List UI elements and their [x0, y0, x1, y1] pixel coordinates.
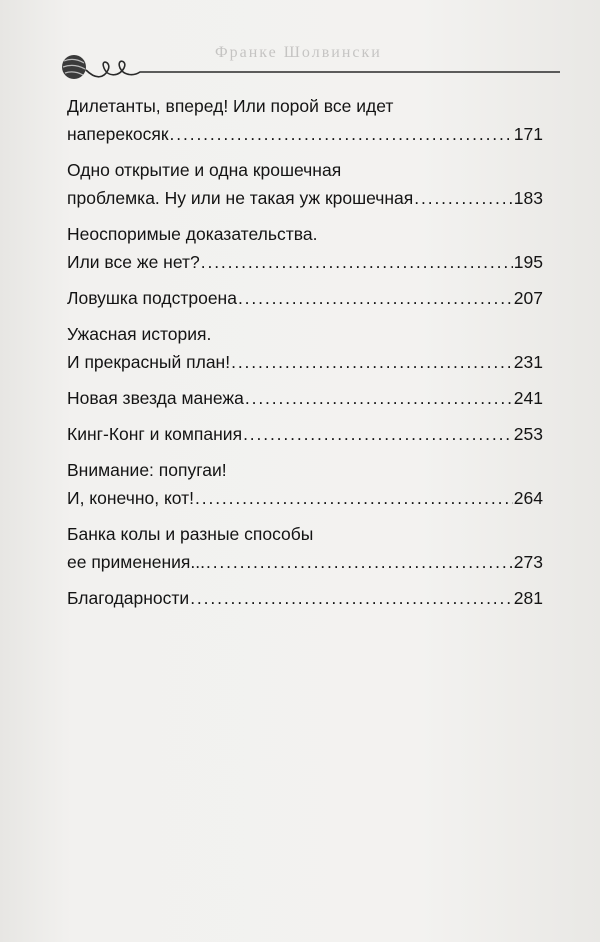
- dot-leader: [201, 248, 513, 276]
- toc-entry-line: [67, 156, 543, 184]
- toc-entry-title: Благодарности: [67, 588, 190, 608]
- toc-entry: [67, 420, 543, 448]
- toc-entry-title: И прекрасный план!: [67, 352, 231, 372]
- dot-leader: [238, 284, 513, 312]
- toc-page-number: 183: [513, 188, 543, 208]
- toc-entry-title: Новая звезда манежа: [67, 388, 244, 408]
- dot-leader: [245, 384, 513, 412]
- toc-page-number: 195: [513, 252, 543, 272]
- dot-leader: [414, 184, 513, 212]
- toc-entry-title: Банка колы и разные способы: [67, 524, 314, 544]
- toc-entry: [67, 92, 543, 148]
- toc-page-number: 253: [513, 424, 543, 444]
- dot-leader: [170, 120, 513, 148]
- toc-entry-line: [67, 548, 543, 576]
- dot-leader: [195, 484, 513, 512]
- toc-entry-line: [67, 384, 543, 412]
- toc-page-number: 281: [513, 588, 543, 608]
- page-header: [0, 30, 600, 90]
- toc-entry-title: И, конечно, кот!: [67, 488, 195, 508]
- dot-leader: [231, 348, 513, 376]
- toc-entry: [67, 384, 543, 412]
- toc-entry-title: ее применения...: [67, 552, 205, 572]
- running-title: Франке Шолвински: [215, 44, 382, 61]
- toc-page-number: 231: [513, 352, 543, 372]
- toc-page-number: 273: [513, 552, 543, 572]
- toc-entry-line: [67, 248, 543, 276]
- toc-page-number: 207: [513, 288, 543, 308]
- toc-entry-title: проблемка. Ну или не такая уж крошечная: [67, 188, 414, 208]
- toc-entry-line: [67, 484, 543, 512]
- toc-page-number: 241: [513, 388, 543, 408]
- toc-entry-title: Одно открытие и одна крошечная: [67, 160, 342, 180]
- toc-entry-line: [67, 320, 543, 348]
- toc-entry-title: Или все же нет?: [67, 252, 200, 272]
- dot-leader: [206, 548, 513, 576]
- table-of-contents: [67, 92, 543, 620]
- toc-entry-line: [67, 92, 543, 120]
- toc-entry-line: [67, 284, 543, 312]
- toc-page-number: 264: [513, 488, 543, 508]
- toc-entry-line: [67, 184, 543, 212]
- dot-leader: [190, 584, 513, 612]
- toc-entry-title: Дилетанты, вперед! Или порой все идет: [67, 96, 394, 116]
- toc-entry-title: Неоспоримые доказательства.: [67, 224, 318, 244]
- toc-entry-line: [67, 220, 543, 248]
- toc-entry-line: [67, 120, 543, 148]
- toc-entry: [67, 320, 543, 376]
- toc-entry-title: Ужасная история.: [67, 324, 212, 344]
- toc-entry-line: [67, 584, 543, 612]
- toc-entry: [67, 456, 543, 512]
- toc-entry: [67, 284, 543, 312]
- toc-entry-line: [67, 520, 543, 548]
- toc-entry: [67, 584, 543, 612]
- toc-entry: [67, 156, 543, 212]
- toc-entry-line: [67, 456, 543, 484]
- dot-leader: [243, 420, 513, 448]
- toc-entry-title: Ловушка подстроена: [67, 288, 237, 308]
- toc-entry-title: наперекосяк: [67, 124, 169, 144]
- toc-entry: [67, 220, 543, 276]
- toc-entry-line: [67, 348, 543, 376]
- toc-entry: [67, 520, 543, 576]
- toc-page-number: 171: [513, 124, 543, 144]
- toc-entry-title: Кинг-Конг и компания: [67, 424, 243, 444]
- toc-entry-title: Внимание: попугаи!: [67, 460, 227, 480]
- toc-entry-line: [67, 420, 543, 448]
